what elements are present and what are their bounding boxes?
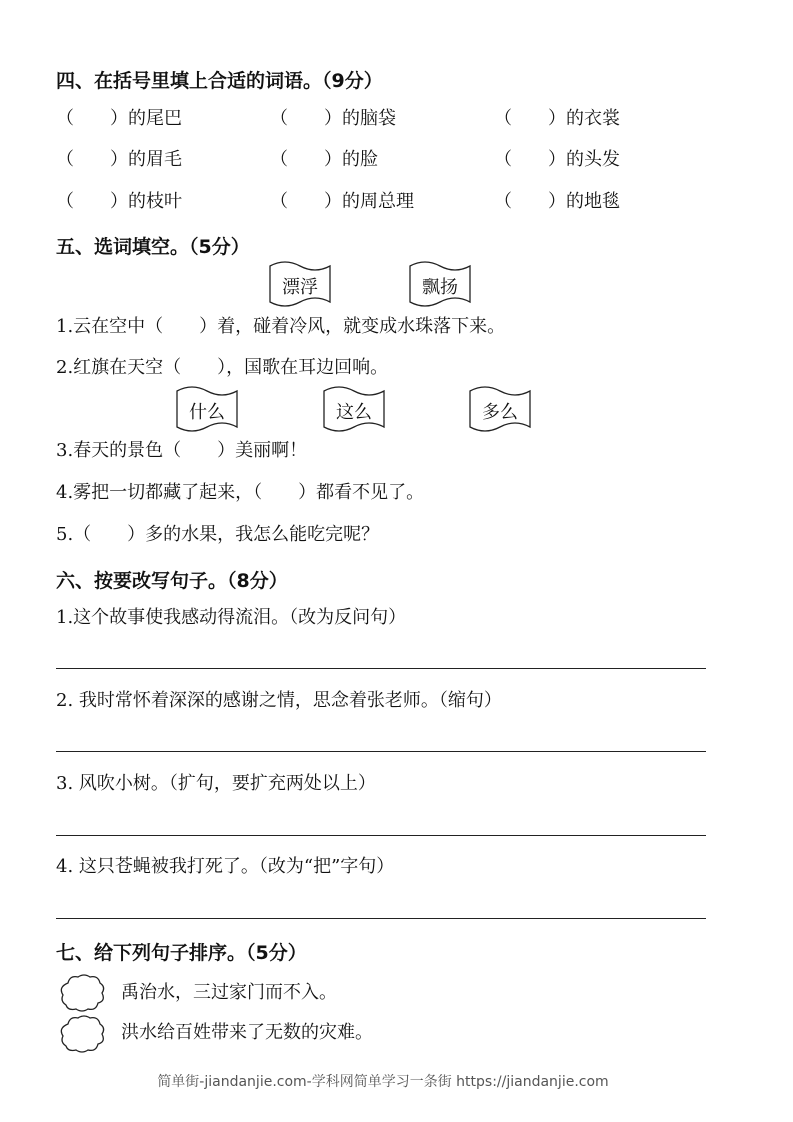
word-option: 飘扬 — [422, 277, 458, 298]
blank-phrase: （ ）的地毯 — [494, 191, 620, 212]
word-option: 多么 — [482, 402, 518, 423]
word-flag — [175, 385, 239, 433]
rewrite-item-3: 3. 风吹小树。（扩句，要扩充两处以上） — [56, 773, 376, 794]
answer-line-1[interactable] — [56, 668, 706, 669]
blank-phrase: （ ）的周总理 — [270, 191, 414, 212]
rewrite-item-4: 4. 这只苍蝇被我打死了。（改为“把”字句） — [56, 856, 395, 877]
fill-item-2: 2.红旗在天空（ ），国歌在耳边回响。 — [56, 357, 389, 378]
section-6-title: 六、按要改写句子。（8分） — [56, 570, 288, 592]
answer-line-2[interactable] — [56, 751, 706, 752]
cloud-answer-box-2[interactable] — [58, 1014, 106, 1054]
rewrite-item-1: 1.这个故事使我感动得流泪。（改为反问句） — [56, 607, 407, 628]
fill-item-3: 3.春天的景色（ ）美丽啊！ — [56, 440, 308, 461]
section-4-title: 四、在括号里填上合适的词语。（9分） — [56, 70, 383, 92]
word-option: 这么 — [336, 402, 372, 423]
word-flag — [268, 260, 332, 308]
cloud-answer-box-1[interactable] — [58, 973, 106, 1013]
order-item-1: 禹治水，三过家门而不入。 — [121, 982, 337, 1003]
order-item-2: 洪水给百姓带来了无数的灾难。 — [121, 1022, 373, 1043]
blank-phrase: （ ）的头发 — [494, 149, 620, 170]
fill-item-1: 1.云在空中（ ）着，碰着冷风，就变成水珠落下来。 — [56, 316, 506, 337]
blank-phrase: （ ）的脸 — [270, 149, 378, 170]
word-option: 漂浮 — [282, 277, 318, 298]
word-flag — [408, 260, 472, 308]
blank-phrase: （ ）的脑袋 — [270, 108, 396, 129]
answer-line-4[interactable] — [56, 918, 706, 919]
fill-item-5: 5.（ ）多的水果，我怎么能吃完呢？ — [56, 524, 380, 545]
blank-phrase: （ ）的眉毛 — [56, 149, 182, 170]
rewrite-item-2: 2. 我时常怀着深深的感谢之情，思念着张老师。（缩句） — [56, 690, 502, 711]
word-flag — [468, 385, 532, 433]
blank-phrase: （ ）的衣裳 — [494, 108, 620, 129]
word-option: 什么 — [189, 402, 225, 423]
section-7-title: 七、给下列句子排序。（5分） — [56, 942, 307, 964]
blank-phrase: （ ）的尾巴 — [56, 108, 182, 129]
footer-watermark: 简单街-jiandanjie.com-学科网简单学习一条街 https://jiandanjie.com — [157, 1074, 609, 1090]
section-5-title: 五、选词填空。（5分） — [56, 236, 250, 258]
answer-line-3[interactable] — [56, 835, 706, 836]
blank-phrase: （ ）的枝叶 — [56, 191, 182, 212]
fill-item-4: 4.雾把一切都藏了起来，（ ）都看不见了。 — [56, 482, 425, 503]
word-flag — [322, 385, 386, 433]
